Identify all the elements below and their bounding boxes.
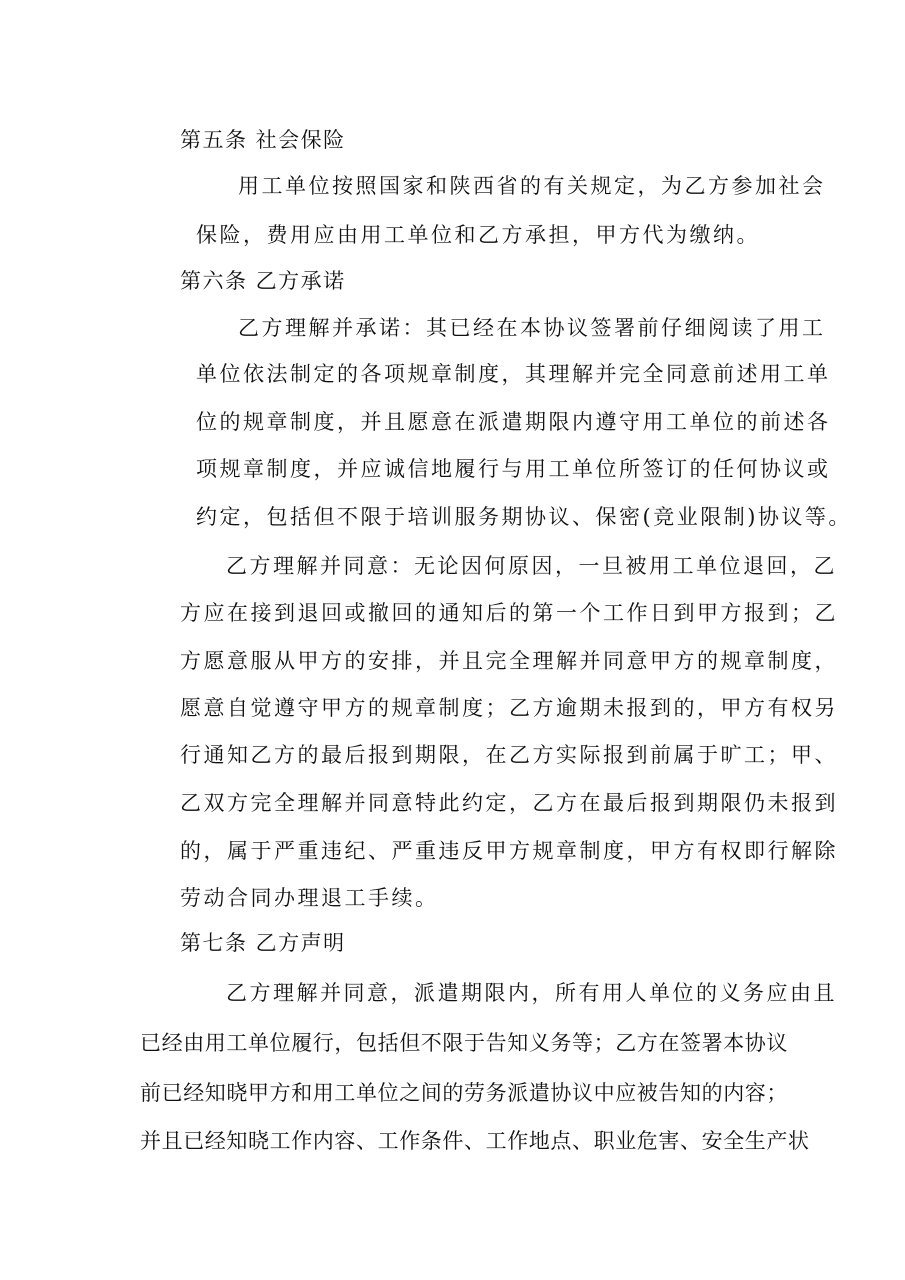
- article-7-line-3: 前已经知晓甲方和用工单位之间的劳务派遣协议中应被告知的内容；: [140, 1081, 788, 1105]
- article-7-heading: 第七条 乙方声明: [180, 931, 346, 955]
- article-6-para-2-line-2: 方应在接到退回或撤回的通知后的第一个工作日到甲方报到；乙: [180, 601, 838, 625]
- article-5-line-2: 保险，费用应由用工单位和乙方承担，甲方代为缴纳。: [196, 223, 760, 247]
- article-6-para-1-line-2: 单位依法制定的各项规章制度，其理解并完全同意前述用工单: [196, 362, 831, 386]
- article-6-para-2-line-5: 行通知乙方的最后报到期限，在乙方实际报到前属于旷工；甲、: [180, 743, 838, 767]
- article-6-para-2-line-1: 乙方理解并同意：无论因何原因，一旦被用工单位退回，乙: [226, 554, 837, 578]
- article-6-para-2-line-8: 劳动合同办理退工手续。: [180, 886, 439, 910]
- article-6-heading: 第六条 乙方承诺: [180, 269, 346, 293]
- article-6-para-1-line-5: 约定，包括但不限于培训服务期协议、保密(竞业限制)协议等。: [196, 505, 852, 529]
- article-7-line-2: 已经由用工单位履行，包括但不限于告知义务等；乙方在签署本协议: [140, 1031, 788, 1055]
- article-6-para-2-line-6: 乙双方完全理解并同意特此约定，乙方在最后报到期限仍未报到: [180, 791, 838, 815]
- article-5-heading: 第五条 社会保险: [180, 128, 346, 152]
- article-6-para-2-line-7: 的，属于严重违纪、严重违反甲方规章制度，甲方有权即行解除: [180, 839, 838, 863]
- article-6-para-1-line-1: 乙方理解并承诺：其已经在本协议签署前仔细阅读了用工: [238, 316, 826, 340]
- article-6-para-2-line-3: 方愿意服从甲方的安排，并且完全理解并同意甲方的规章制度，: [180, 649, 838, 673]
- article-7-line-1: 乙方理解并同意，派遣期限内，所有用人单位的义务应由且: [226, 981, 837, 1005]
- article-6-para-1-line-4: 项规章制度，并应诚信地履行与用工单位所签订的任何协议或: [196, 457, 831, 481]
- article-5-line-1: 用工单位按照国家和陕西省的有关规定，为乙方参加社会: [238, 174, 826, 198]
- article-7-line-4: 并且已经知晓工作内容、工作条件、工作地点、职业危害、安全生产状: [140, 1129, 810, 1153]
- article-6-para-2-line-4: 愿意自觉遵守甲方的规章制度；乙方逾期未报到的，甲方有权另: [180, 696, 838, 720]
- article-6-para-1-line-3: 位的规章制度，并且愿意在派遣期限内遵守用工单位的前述各: [196, 410, 831, 434]
